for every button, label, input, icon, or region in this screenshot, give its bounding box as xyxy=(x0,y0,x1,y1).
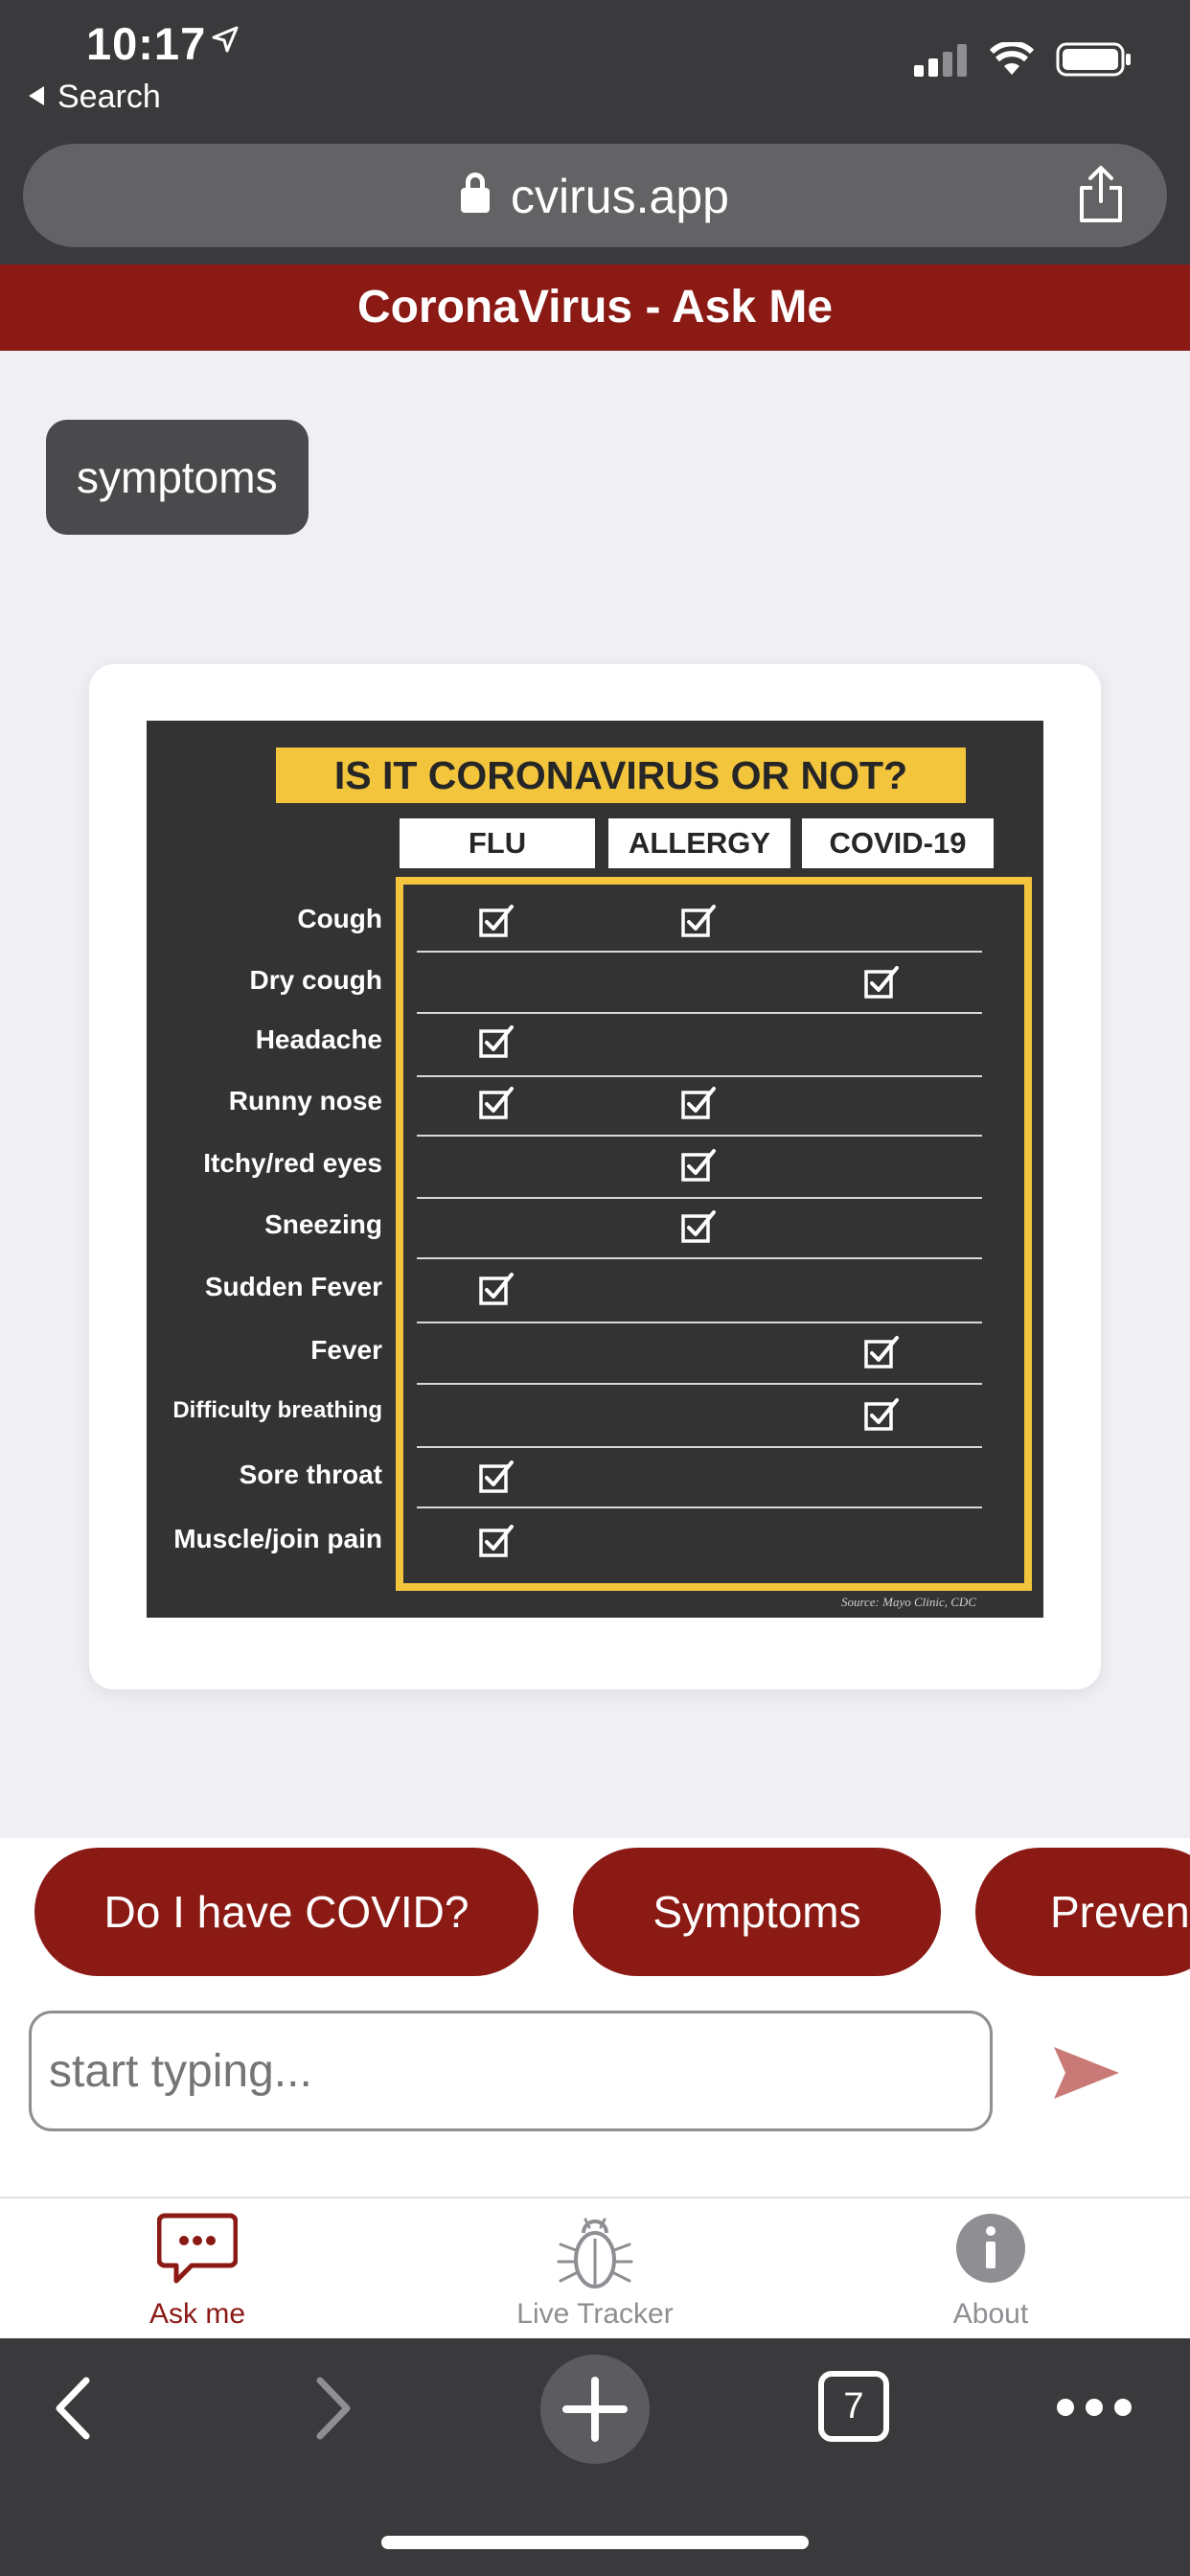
checkbox-checked-icon xyxy=(478,1272,515,1306)
address-bar[interactable] xyxy=(23,144,1167,247)
tab-ask-me-label: Ask me xyxy=(149,2298,246,2330)
column-header-covid: COVID-19 xyxy=(802,818,994,868)
checkbox-checked-icon xyxy=(680,904,717,938)
checkbox-checked-icon xyxy=(863,1397,900,1432)
column-header-allergy: ALLERGY xyxy=(608,818,790,868)
bug-icon xyxy=(557,2212,633,2290)
url-text: cvirus.app xyxy=(511,170,729,223)
more-dots-icon[interactable] xyxy=(1054,2396,1134,2419)
row-divider xyxy=(417,1257,982,1259)
message-input[interactable] xyxy=(29,2011,993,2131)
row-divider xyxy=(417,1506,982,1508)
row-divider xyxy=(417,1197,982,1199)
tab-ask-me[interactable] xyxy=(54,2198,341,2340)
back-search-label: Search xyxy=(57,79,161,115)
wifi-icon xyxy=(989,42,1035,77)
checkbox-checked-icon xyxy=(863,1335,900,1369)
checkbox-checked-icon xyxy=(478,904,515,938)
forward-chevron-icon[interactable] xyxy=(309,2375,356,2442)
chat-bubble-icon xyxy=(157,2212,238,2285)
checkbox-checked-icon xyxy=(680,1209,717,1244)
symptom-label: Sore throat xyxy=(239,1460,382,1489)
share-icon[interactable] xyxy=(1077,165,1125,224)
infographic-source: Source: Mayo Clinic, CDC xyxy=(840,1595,976,1609)
location-arrow-icon xyxy=(211,25,240,54)
checkbox-checked-icon xyxy=(680,1086,717,1120)
checkbox-checked-icon xyxy=(863,965,900,1000)
row-divider xyxy=(417,1135,982,1137)
suggestion-do-i-have-covid[interactable]: Do I have COVID? xyxy=(34,1848,538,1976)
symptoms-infographic xyxy=(147,721,1043,1618)
checkbox-checked-icon xyxy=(680,1148,717,1183)
symptom-label: Muscle/join pain xyxy=(173,1524,382,1553)
symptom-label: Runny nose xyxy=(228,1086,382,1116)
checkbox-checked-icon xyxy=(478,1024,515,1059)
checkbox-checked-icon xyxy=(478,1524,515,1558)
symptom-label: Headache xyxy=(255,1024,382,1054)
symptom-label: Cough xyxy=(297,904,382,933)
checkbox-checked-icon xyxy=(478,1460,515,1494)
tab-live-tracker-label: Live Tracker xyxy=(516,2298,674,2330)
checkbox-checked-icon xyxy=(478,1086,515,1120)
new-tab-plus-icon[interactable] xyxy=(539,2354,651,2465)
row-divider xyxy=(417,1012,982,1014)
symptom-label: Itchy/red eyes xyxy=(203,1148,382,1178)
info-icon xyxy=(954,2212,1027,2285)
home-indicator xyxy=(381,2536,809,2549)
browser-top-chrome xyxy=(0,0,1190,264)
tab-about[interactable] xyxy=(847,2198,1134,2340)
suggestion-prevention[interactable]: Preven xyxy=(975,1848,1190,1976)
back-to-search-link[interactable] xyxy=(29,79,161,116)
app-title: CoronaVirus - Ask Me xyxy=(0,264,1190,351)
send-icon[interactable] xyxy=(1052,2045,1121,2101)
symptom-label: Sudden Fever xyxy=(204,1272,382,1301)
row-divider xyxy=(417,1322,982,1323)
symptom-label: Difficulty breathing xyxy=(172,1397,382,1423)
suggestion-symptoms[interactable]: Symptoms xyxy=(573,1848,941,1976)
status-time: 10:17 xyxy=(86,18,207,69)
battery-icon xyxy=(1056,42,1133,77)
symptom-label: Sneezing xyxy=(264,1209,382,1239)
tabs-count-button[interactable]: 7 xyxy=(818,2371,889,2442)
tab-live-tracker[interactable] xyxy=(451,2198,739,2340)
user-message-bubble: symptoms xyxy=(46,420,309,535)
infographic-title: IS IT CORONAVIRUS OR NOT? xyxy=(276,748,966,803)
row-divider xyxy=(417,1383,982,1385)
row-divider xyxy=(417,1446,982,1448)
tab-about-label: About xyxy=(952,2298,1029,2330)
symptom-label: Fever xyxy=(310,1335,382,1365)
column-header-flu: FLU xyxy=(400,818,595,868)
status-icons xyxy=(914,42,1133,77)
row-divider xyxy=(417,951,982,953)
app-tab-bar xyxy=(0,2196,1190,2338)
lock-icon xyxy=(461,188,490,213)
signal-icon xyxy=(914,44,968,77)
back-chevron-icon[interactable] xyxy=(50,2375,98,2442)
symptom-label: Dry cough xyxy=(249,965,382,995)
back-triangle-icon xyxy=(29,86,44,105)
row-divider xyxy=(417,1075,982,1077)
